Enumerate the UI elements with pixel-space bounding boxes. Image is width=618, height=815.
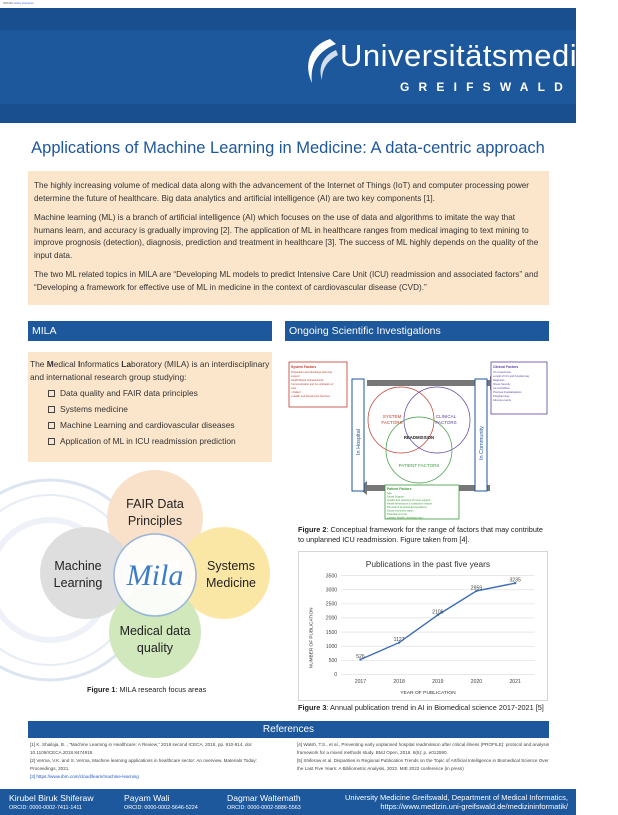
system-factor-item: support <box>291 375 300 378</box>
ongoing-heading: Ongoing Scientific Investigations <box>285 321 549 341</box>
logo-subtitle: GREIFSWALD <box>400 80 572 94</box>
venn-label-fair: Principles <box>127 514 183 528</box>
in-hospital-label: In Hospital <box>356 429 362 455</box>
reference-item: [1] K. Shailaja, B. , "Machine Learning in Healthcare: A Review," 2018 second ICECA, 2018, pp. 910-914, doi: 10.1109/ICECA.2018.8474918. <box>30 742 253 755</box>
author-name: Payam Wali <box>124 793 170 803</box>
author-name: Kirubel Biruk Shiferaw <box>9 793 94 803</box>
system-factor-item: • Patient <box>291 391 301 394</box>
patient-factors-circle <box>386 417 452 483</box>
chart-y-axis-label: NUMBER OF PUBLICATION <box>309 607 315 669</box>
patient-factor-item: Health behaviours & substance misuse <box>387 502 432 506</box>
reference-item: [2] Verma, V.K. and S. Verma, Machine learning applications in healthcare sector: An overview. Materials Today: Proceedings, 2021. <box>30 758 258 771</box>
reference-item: [4] Walsh, T.S., et al., Preventing early unplanned hospital readmission after critical illness (PROFILE): protocol and analysis framework for a mixed methods study. BMJ Open, 2016. 6(6): p. e012590. <box>297 742 550 755</box>
chart-y-tick-label: 3000 <box>325 587 338 594</box>
figure-1-caption: Figure 1: MILA research focus areas <box>87 685 207 694</box>
chart-y-tick-label: 500 <box>328 658 338 665</box>
reference-item[interactable]: [3] https://www.ibm.com/cloud/learn/machine-learning <box>30 774 139 779</box>
patient-factor-item: Age <box>387 492 392 495</box>
patient-factor-item: Disturbance level <box>387 513 407 516</box>
chart-data-label: 2959 <box>470 585 483 592</box>
patient-factor-item: Quality and passions of cover support <box>387 499 431 502</box>
poster-title: Applications of Machine Learning in Medicine: A data-centric approach <box>31 139 545 157</box>
chart-y-tick-label: 0 <box>334 672 338 679</box>
clinical-factors-circle-label: CLINICAL <box>435 414 457 419</box>
clinical-factor-item: Adverse events <box>493 399 511 402</box>
chart-title: Publications in the past five years <box>365 558 491 569</box>
author-name: Dagmar Waltemath <box>227 793 301 803</box>
venn-label-quality: Medical data <box>119 624 191 638</box>
intro-paragraph: The highly increasing volume of medical data along with the advancement of the Internet of Things (IoT) and computer processing power determine the future of healthcare. Big data analytics and artificial intelligence (AI) are two key components [1]. <box>34 181 530 203</box>
system-factor-item: Communication and Co-ordination of <box>291 383 334 386</box>
system-factors-circle-label: FACTORS <box>381 420 403 425</box>
clinical-factors-circle-label: FACTORS <box>435 420 457 425</box>
references-heading: References <box>28 721 549 738</box>
chart-x-tick-label: 2017 <box>354 679 367 686</box>
clinical-factor-item: ICU experience <box>493 371 511 374</box>
readmission-framework-diagram <box>285 355 549 520</box>
clinical-factors-title: Clinical Factors <box>493 365 519 369</box>
header-banner <box>0 8 618 123</box>
list-item: Machine Learning and cardiovascular diseases <box>48 419 270 432</box>
list-item: Application of ML in ICU readmission prediction <box>48 435 270 448</box>
patient-factor-item: Physical & psychological problems <box>387 506 427 509</box>
clinical-factor-item: Illness Severity <box>493 383 511 386</box>
clinical-factor-item: Diagnosis <box>493 379 505 382</box>
list-item: Systems medicine <box>48 403 270 416</box>
author-orcid: ORCID: 0000-0002-5886-5563 <box>227 805 301 811</box>
chart-y-tick-label: 2000 <box>325 615 338 622</box>
in-community-label: In Community <box>479 426 485 460</box>
venn-label-ml: Machine <box>54 559 102 573</box>
system-factors-circle-label: SYSTEM <box>382 414 402 419</box>
mila-logo-text: Mila <box>126 559 184 592</box>
chart-x-tick-label: 2021 <box>509 679 521 686</box>
checkbox-icon <box>48 390 55 397</box>
references-left <box>30 741 270 781</box>
patient-factors-circle-label: PATIENT FACTORS <box>398 463 440 468</box>
chart-x-tick-label: 2020 <box>470 679 483 686</box>
intro-box <box>28 171 549 305</box>
chart-data-label: 3235 <box>509 577 521 584</box>
checkbox-icon <box>48 406 55 413</box>
checkbox-icon <box>48 422 55 429</box>
chart-x-tick-label: 2019 <box>432 679 444 686</box>
reference-item: [5] Shiferaw et al. Disparities in Regional Publication Trends on the Topic of Artificial Intelligence in Biomedical Science Over the Last Five Years: A Bibliometric Analysis, 2022. MIE 2022 conference (in press) <box>297 758 549 771</box>
patient-factor-item: Social Support <box>387 495 404 499</box>
mila-box <box>28 352 272 462</box>
clinical-factor-item: Length of ICU and hospital stay <box>493 375 530 378</box>
author-orcid: ORCID: 0000-0002-5646-5224 <box>124 805 198 811</box>
venn-label-quality: quality <box>136 641 174 655</box>
mila-heading: MILA <box>28 321 272 341</box>
institution-info: University Medicine Greifswald, Department of Medical Informatics, https://www.medizin.uni-greifswald.de/medizininformatik/ <box>345 793 568 811</box>
venn-label-systems: Medicine <box>205 576 257 590</box>
chart-data-label: 526 <box>356 654 365 661</box>
clinical-factor-item: Polypharmacy <box>493 395 510 398</box>
top-note-link[interactable]: xxxxx xxxxxxxx <box>13 1 34 5</box>
patient-factor-item: Literacy (health, numeracy etc.) <box>387 516 424 520</box>
author-orcid: ORCID: 0000-0002-7411-1411 <box>9 805 82 811</box>
system-factor-item: care <box>291 387 297 390</box>
chart-x-tick-label: 2018 <box>393 679 405 686</box>
list-item: Data quality and FAIR data principles <box>48 387 270 400</box>
chart-y-tick-label: 2500 <box>325 601 338 608</box>
logo-wordmark: Universitätsmedizin <box>340 38 618 73</box>
intro-paragraph: Machine learning (ML) is a branch of artificial intelligence (AI) which focuses on the use of data and algorithms to imitate the way that humans learn, and accuracy is gradually improving [2]. The application of ML in healthcare ranges from medical imaging to text mining to improve prognosis (detection), diagnosis, prediction and treatment in healthcare [3]. The success of ML highly depends on the quality of the input data. <box>34 213 539 260</box>
chart-x-axis-label: YEAR OF PUBLICATION <box>400 691 456 697</box>
mila-intro: The Medical Informatics Laboratory (MILA) is an interdisciplinary and international research group studying: <box>30 359 270 382</box>
figure-2-caption: Figure 2: Conceptual framework for the range of factors that may contribute to unplanned ICU readmission. Figure taken from [4]. <box>298 525 543 544</box>
chart-y-tick-label: 3500 <box>325 573 338 580</box>
chart-data-label: 2106 <box>432 609 444 616</box>
publications-line-chart <box>298 551 548 701</box>
patient-factors-title: Patient Factors <box>387 487 412 491</box>
chart-y-tick-label: 1500 <box>325 629 338 636</box>
figure-3-caption: Figure 3: Annual publication trend in AI in Biomedical science 2017-2021 [5] <box>298 703 544 712</box>
top-note: ORCID xxxxx xxxxxxxx <box>3 1 34 5</box>
venn-label-fair: FAIR Data <box>126 497 184 511</box>
system-factor-item: Preparation and discharge planning <box>291 371 332 374</box>
clinical-factor-item: Co-morbidities <box>493 387 510 390</box>
checkbox-icon <box>48 438 55 445</box>
chart-data-label: 1127 <box>393 637 405 644</box>
venn-label-ml: Learning <box>53 576 103 590</box>
chart-y-tick-label: 1000 <box>325 643 338 650</box>
patient-factor-item: Social economic status <box>387 509 414 513</box>
institution-url-link[interactable]: https://www.medizin.uni-greifswald.de/medizininformatik/ <box>380 802 568 811</box>
references-right <box>297 741 549 773</box>
venn-label-systems: Systems <box>207 559 255 573</box>
readmission-label: READMISSION <box>403 435 435 440</box>
mila-topic-list <box>48 387 270 448</box>
system-factors-title: System Factors <box>291 365 317 369</box>
footer-bar <box>0 789 576 815</box>
clinical-factor-item: Previous hospitalisations <box>493 391 522 394</box>
system-factor-item: • Health and Social Care Services <box>291 395 330 398</box>
chart-series-line <box>360 583 515 659</box>
mila-venn-diagram <box>40 470 270 685</box>
university-swoosh-icon <box>300 36 340 86</box>
intro-paragraph: The two ML related topics in MILA are “Developing ML models to predict Intensive Care Unit (ICU) readmission and associated factors” and “Developing a framework for effective use of ML in medicine in the context of cardiovascular disease (CVD).” <box>34 270 539 292</box>
system-factor-item: Health Board characteristics <box>291 379 324 382</box>
